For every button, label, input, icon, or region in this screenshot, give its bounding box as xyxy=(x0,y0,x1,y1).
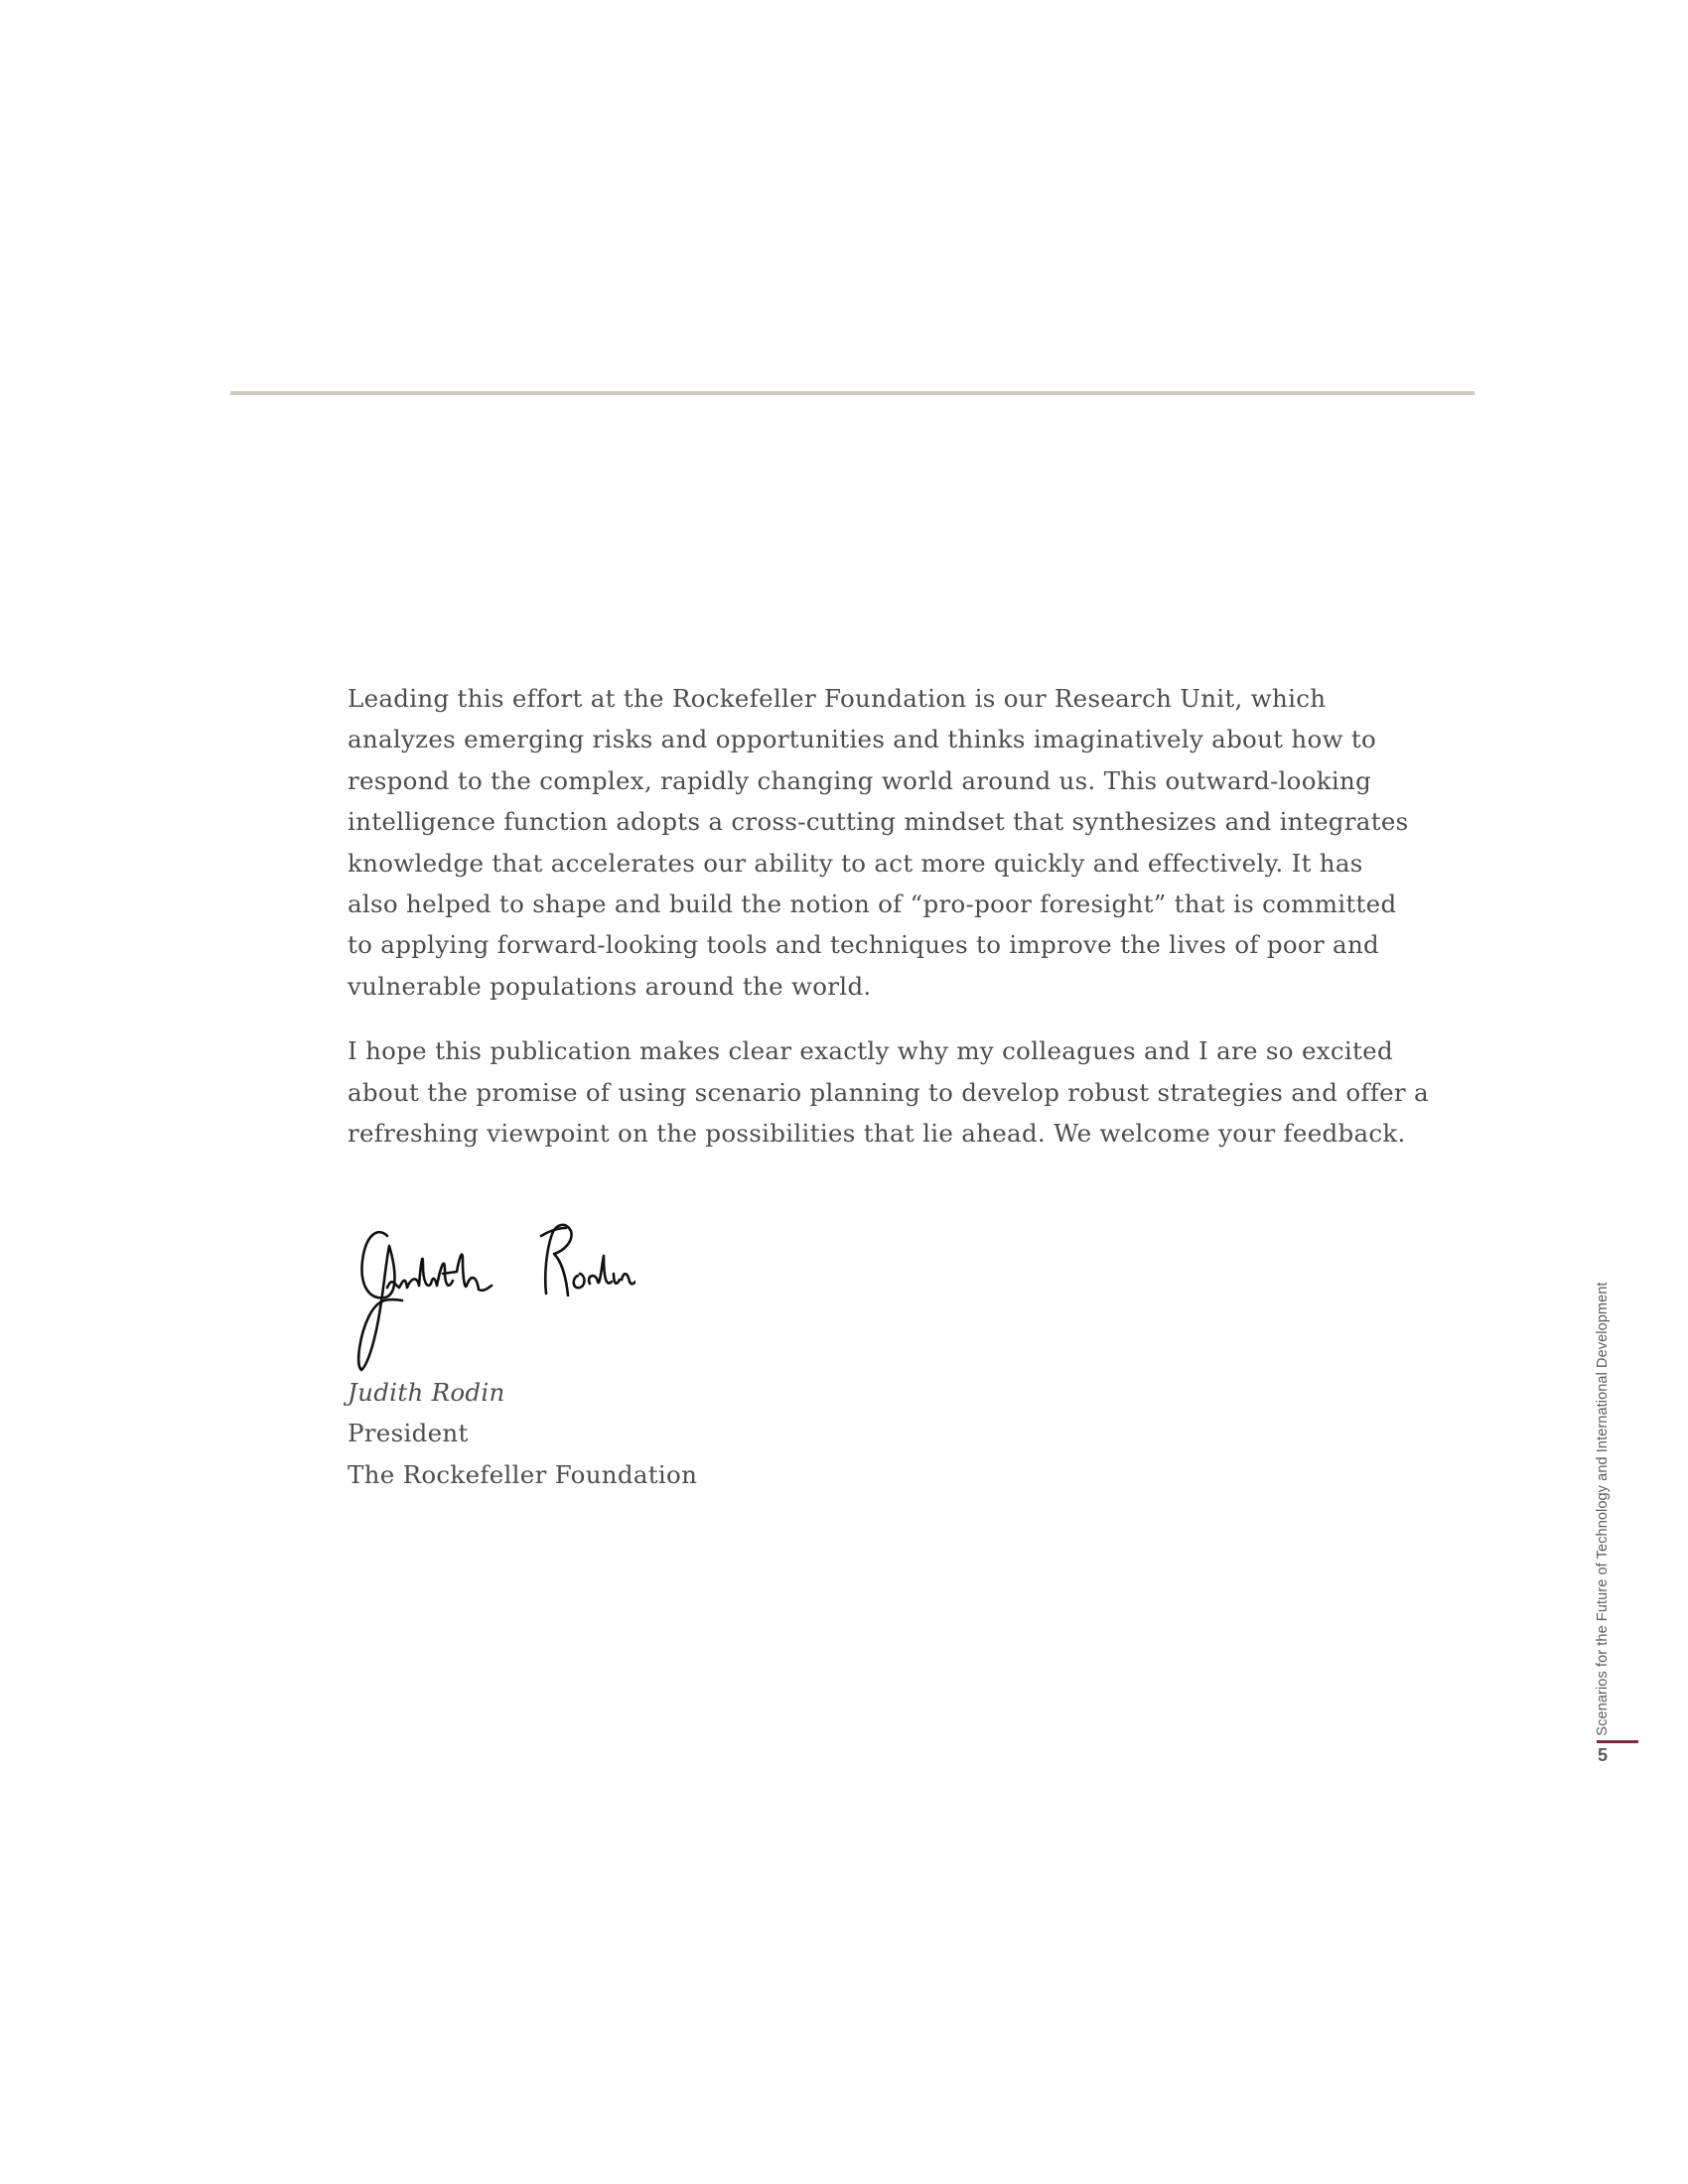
page-number-accent-rule xyxy=(1597,1740,1638,1743)
text-line: refreshing viewpoint on the possibilities that lie ahead. We welcome your feedback. xyxy=(348,1118,1406,1148)
text-line: Leading this effort at the Rockefeller Foundation is our Research Unit, which xyxy=(348,684,1327,713)
paragraph-1 xyxy=(348,678,1409,1007)
text-line: intelligence function adopts a cross-cutting mindset that synthesizes and integrates xyxy=(348,807,1409,837)
text-line: about the promise of using scenario planning to develop robust strategies and offer a xyxy=(348,1077,1429,1107)
signature-stroke xyxy=(358,1232,402,1370)
signature-stroke xyxy=(541,1225,572,1296)
text-line: knowledge that accelerates our ability to act more quickly and effectively. It has xyxy=(348,848,1363,878)
text-line: I hope this publication makes clear exactly why my colleagues and I are so excited xyxy=(348,1036,1393,1066)
text-line: to applying forward-looking tools and techniques to improve the lives of poor and xyxy=(348,930,1380,960)
letter-body xyxy=(348,678,1429,1177)
top-divider-rule xyxy=(230,391,1475,395)
signature-block xyxy=(348,1372,697,1495)
signatory-name: Judith Rodin xyxy=(348,1378,505,1407)
paragraph-2 xyxy=(348,1030,1429,1154)
text-line: respond to the complex, rapidly changing world around us. This outward-looking xyxy=(348,765,1372,795)
signatory-organization: The Rockefeller Foundation xyxy=(348,1459,698,1489)
running-title-container xyxy=(1589,1283,1617,1735)
signature-stroke xyxy=(574,1256,635,1288)
text-line: also helped to shape and build the notion of “pro-poor foresight” that is committed xyxy=(348,888,1397,918)
text-line: analyzes emerging risks and opportunities and thinks imaginatively about how to xyxy=(348,725,1377,754)
signatory-title: President xyxy=(348,1419,469,1448)
page-number: 5 xyxy=(1597,1745,1608,1765)
running-title: Scenarios for the Future of Technology and International Development xyxy=(1595,1282,1611,1736)
text-line: vulnerable populations around the world. xyxy=(348,971,872,1001)
handwritten-signature-image xyxy=(348,1206,635,1375)
signature-stroke xyxy=(387,1255,492,1291)
